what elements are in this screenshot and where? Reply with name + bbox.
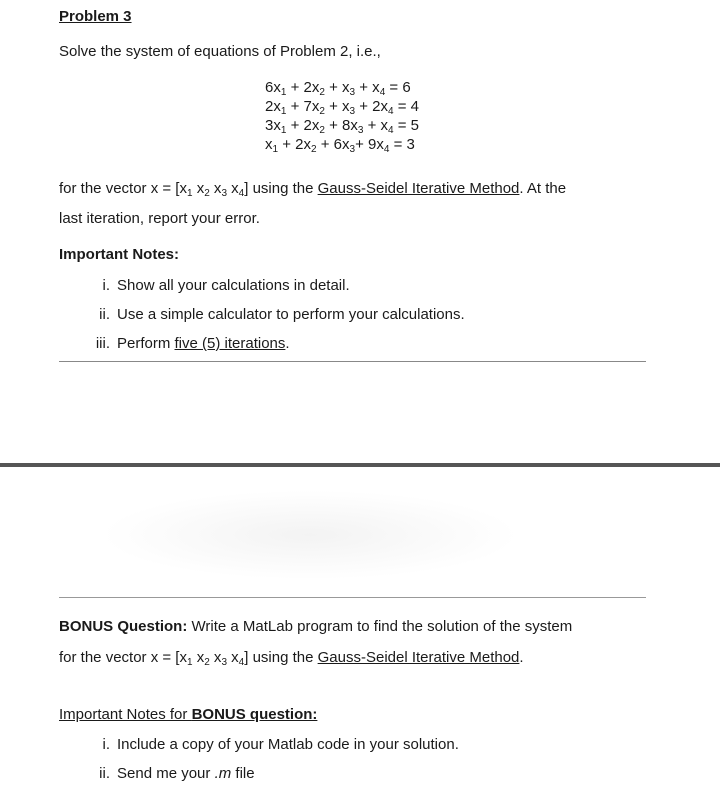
bonus-note-item: i. Include a copy of your Matlab code in your solution.: [102, 736, 459, 753]
vector-line: for the vector $x = [x_1$ $x_2$ $x_3$ $x_4$] using the Gauss-Seidel Iterative Method. At the: [59, 180, 567, 199]
equation-line: $x_1 + 2x_2 + 6x_3+ 9x_4 = 3$: [265, 136, 415, 155]
equation-line: $3x_1 + 2x_2 + 8x_3 + x_4 = 5$: [265, 117, 420, 136]
note-item: iii. Perform five (5) iterations.: [95, 335, 290, 352]
problem-title: Problem 3: [59, 8, 132, 25]
equation-line: $6x_1 + 2x_2 + x_3 + x_4 = 6$: [265, 79, 411, 98]
separator-line: [59, 361, 646, 362]
note-item: i. Show all your calculations in detail.: [102, 277, 350, 294]
bonus-note-item: ii. Send me your .m file: [99, 765, 255, 782]
separator-line: [59, 597, 646, 598]
page-divider: [0, 463, 720, 467]
notes-heading: Important Notes:: [59, 246, 179, 263]
error-instruction: last iteration, report your error.: [59, 210, 260, 227]
bonus-vector-line: for the vector $x = [x_1$ $x_2$ $x_3$ $x_4$] using the Gauss-Seidel Iterative Method.: [59, 649, 524, 668]
bonus-question: BONUS Question: Write a MatLab program to find the solution of the system: [59, 618, 573, 635]
blurred-area: [100, 490, 520, 580]
note-item: ii. Use a simple calculator to perform your calculations.: [99, 306, 465, 323]
problem-intro: Solve the system of equations of Problem 2, i.e.,: [59, 43, 381, 60]
bonus-notes-heading: Important Notes for BONUS question:: [59, 706, 318, 723]
equation-system: [265, 78, 419, 154]
equation-line: $2x_1 + 7x_2 + x_3 + 2x_4 = 4$: [265, 98, 420, 117]
method-name: Gauss-Seidel Iterative Method: [317, 649, 520, 666]
method-name: Gauss-Seidel Iterative Method: [317, 180, 520, 197]
